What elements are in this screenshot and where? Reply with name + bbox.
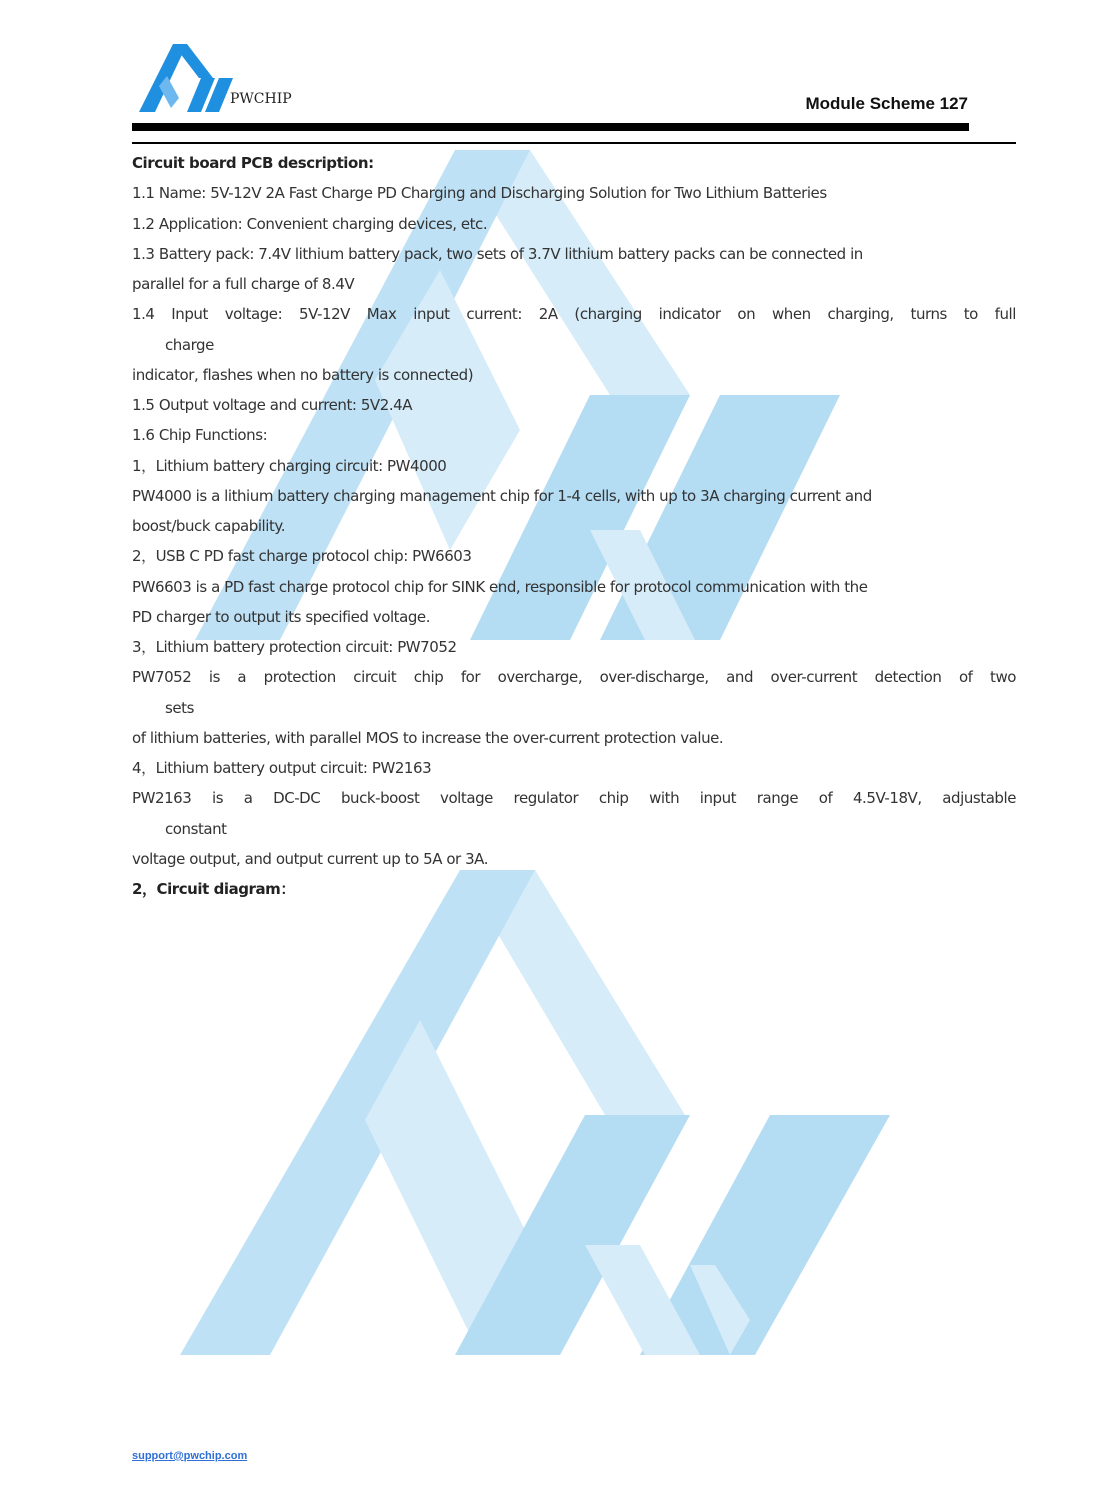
text-line: PW2163 is a DC-DC buck-boost voltage regulator chip with input range of 4.5V-18V, adjustable	[132, 789, 1016, 808]
support-email-link[interactable]: support@pwchip.com	[132, 1450, 248, 1462]
watermark-logo-bottom	[170, 870, 910, 1360]
logo-text: PWCHIP	[230, 91, 292, 107]
text-line: 3，Lithium battery protection circuit: PW7052	[132, 638, 457, 656]
text-line: boost/buck capability.	[132, 517, 286, 535]
text-line: PD charger to output its specified voltage.	[132, 607, 431, 626]
text-line: 4，Lithium battery output circuit: PW2163	[132, 759, 432, 777]
text-line: sets	[165, 698, 194, 717]
text-line: 2，USB C PD fast charge protocol chip: PW6603	[132, 547, 472, 566]
document-body	[132, 148, 1016, 904]
text-line: PW7052 is a protection circuit chip for overcharge, over-discharge, and over-current detection of two	[132, 668, 1016, 687]
text-line: PW6603 is a PD fast charge protocol chip for SINK end, responsible for protocol communication with the	[132, 577, 868, 596]
text-line: 1.5 Output voltage and current: 5V2.4A	[132, 396, 413, 414]
text-line: 1.4 Input voltage: 5V-12V Max input current: 2A (charging indicator on when charging, turns to full	[132, 305, 1016, 324]
header-rule-thick	[132, 123, 969, 131]
text-line: parallel for a full charge of 8.4V	[132, 275, 355, 293]
header-title: Module Scheme 127	[805, 94, 968, 113]
text-line: of lithium batteries, with parallel MOS to increase the over-current protection value.	[132, 728, 724, 747]
text-line: 1.3 Battery pack: 7.4V lithium battery pack, two sets of 3.7V lithium battery packs can be connected in	[132, 244, 863, 263]
text-line: indicator, flashes when no battery is connected)	[132, 365, 474, 384]
text-line: charge	[165, 335, 214, 354]
text-line: 1.1 Name: 5V-12V 2A Fast Charge PD Charging and Discharging Solution for Two Lithium Batteries	[132, 184, 827, 203]
text-line: voltage output, and output current up to 5A or 3A.	[132, 849, 489, 868]
text-line: 1，Lithium battery charging circuit: PW4000	[132, 456, 447, 475]
text-line: 1.6 Chip Functions:	[132, 426, 268, 445]
text-line: PW4000 is a lithium battery charging management chip for 1-4 cells, with up to 3A charging current and	[132, 486, 872, 505]
text-line: constant	[165, 819, 227, 838]
section-heading-circuit-diagram: 2，Circuit diagram：	[132, 880, 295, 898]
text-line: 1.2 Application: Convenient charging devices, etc.	[132, 214, 488, 233]
header-rule-thin	[132, 142, 1016, 144]
section-heading-pcb: Circuit board PCB description:	[132, 154, 374, 172]
